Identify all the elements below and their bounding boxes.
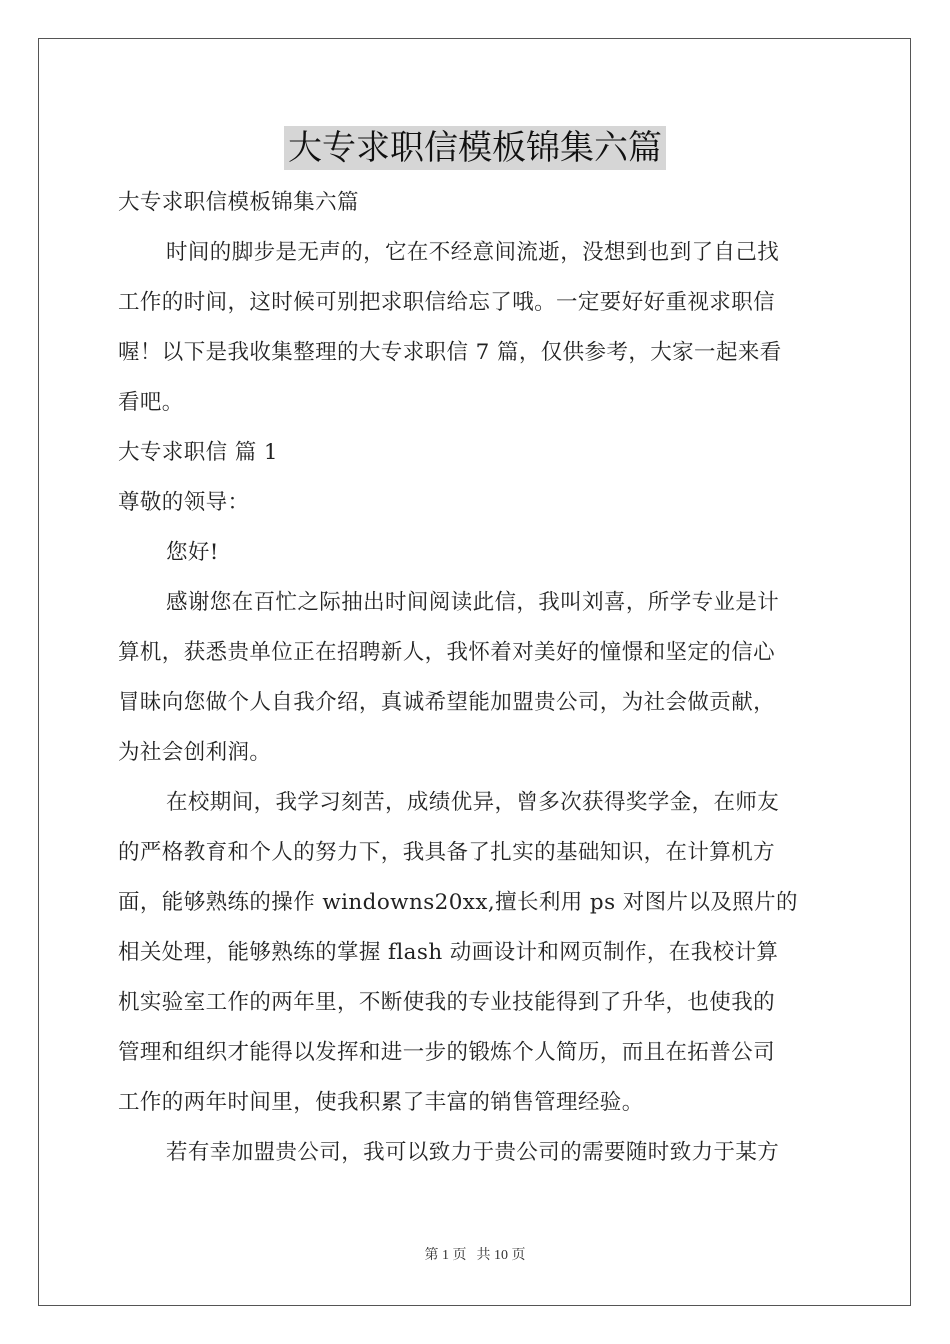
paragraph-line: 冒昧向您做个人自我介绍，真诚希望能加盟贵公司，为社会做贡献， bbox=[118, 690, 776, 715]
title-container bbox=[0, 126, 950, 170]
page-footer bbox=[0, 1244, 950, 1264]
paragraph-line: 喔！以下是我收集整理的大专求职信 7 篇，仅供参考，大家一起来看 bbox=[118, 340, 782, 365]
page-number: 第 1 页 bbox=[424, 1248, 467, 1263]
paragraph-line: 相关处理，能够熟练的掌握 flash 动画设计和网页制作，在我校计算 bbox=[118, 940, 779, 965]
page-total: 共 10 页 bbox=[476, 1248, 526, 1263]
paragraph-line: 机实验室工作的两年里，不断使我的专业技能得到了升华，也使我的 bbox=[118, 990, 776, 1015]
paragraph-line: 时间的脚步是无声的，它在不经意间流逝，没想到也到了自己找 bbox=[166, 240, 780, 265]
paragraph-line: 工作的时间，这时候可别把求职信给忘了哦。一定要好好重视求职信 bbox=[118, 290, 776, 315]
paragraph-line: 管理和组织才能得以发挥和进一步的锻炼个人简历，而且在拓普公司 bbox=[118, 1040, 776, 1065]
paragraph-line: 面，能够熟练的操作 windowns20xx,擅长利用 ps 对图片以及照片的 bbox=[118, 890, 798, 915]
salutation: 尊敬的领导： bbox=[118, 490, 250, 515]
paragraph-line: 看吧。 bbox=[118, 390, 184, 415]
paragraph-line: 为社会创利润。 bbox=[118, 740, 272, 765]
paragraph-line: 工作的两年时间里，使我积累了丰富的销售管理经验。 bbox=[118, 1090, 644, 1115]
paragraph-line: 的严格教育和个人的努力下，我具备了扎实的基础知识，在计算机方 bbox=[118, 840, 776, 865]
subtitle-line: 大专求职信模板锦集六篇 bbox=[118, 190, 359, 215]
document-body bbox=[118, 178, 834, 1178]
document-title: 大专求职信模板锦集六篇 bbox=[284, 126, 666, 170]
paragraph-line: 若有幸加盟贵公司，我可以致力于贵公司的需要随时致力于某方 bbox=[166, 1140, 780, 1165]
section-heading: 大专求职信 篇 1 bbox=[118, 440, 278, 465]
paragraph-line: 在校期间，我学习刻苦，成绩优异，曾多次获得奖学金，在师友 bbox=[166, 790, 780, 815]
greeting: 您好! bbox=[166, 540, 219, 565]
paragraph-line: 算机，获悉贵单位正在招聘新人，我怀着对美好的憧憬和坚定的信心 bbox=[118, 640, 776, 665]
paragraph-line: 感谢您在百忙之际抽出时间阅读此信，我叫刘喜，所学专业是计 bbox=[166, 590, 780, 615]
